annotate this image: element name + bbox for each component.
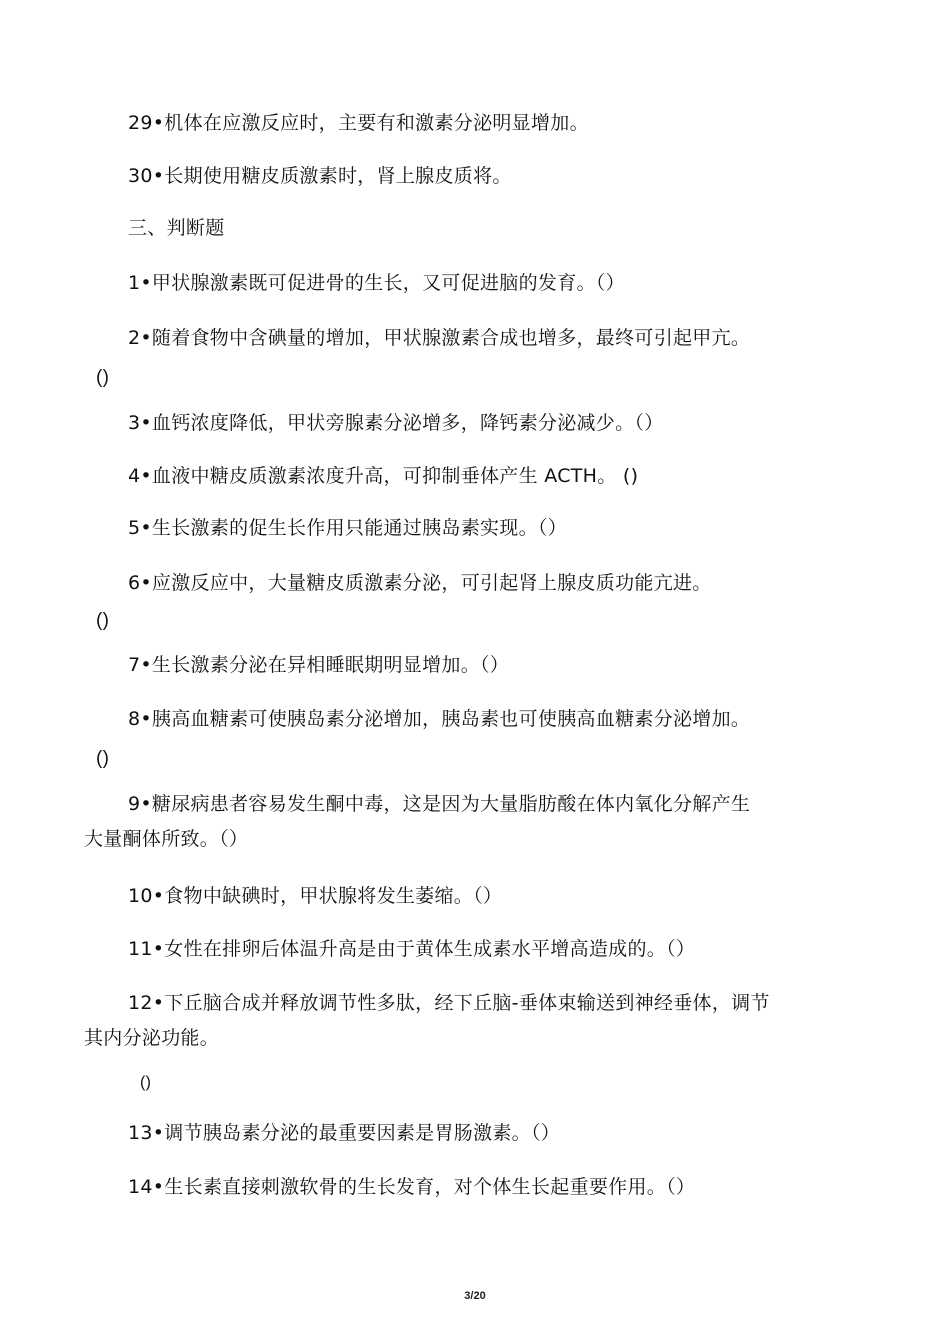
judgment-10: 10•食物中缺碘时，甲状腺将发生萎缩。（） xyxy=(128,885,503,907)
section-heading: 三、判断题 xyxy=(128,217,225,239)
judgment-13: 13•调节胰岛素分泌的最重要因素是胃肠激素。（） xyxy=(128,1122,561,1144)
judgment-7: 7•生长激素分泌在异相睡眠期明显增加。（） xyxy=(128,654,510,676)
judgment-14: 14•生长素直接刺激软骨的生长发育，对个体生长起重要作用。（） xyxy=(128,1176,696,1198)
judgment-5: 5•生长激素的促生长作用只能通过胰岛素实现。（） xyxy=(128,517,567,539)
judgment-12-continued: 其内分泌功能。 xyxy=(84,1027,220,1049)
judgment-8: 8•胰高血糖素可使胰岛素分泌增加，胰岛素也可使胰高血糖素分泌增加。 xyxy=(128,708,751,730)
question-29: 29•机体在应激反应时，主要有和激素分泌明显增加。 xyxy=(128,112,589,134)
judgment-6-paren: () xyxy=(96,610,110,631)
judgment-4: 4•血液中糖皮质激素浓度升高，可抑制垂体产生 ACTH。 () xyxy=(128,465,639,487)
judgment-1: 1•甲状腺激素既可促进骨的生长，又可促进脑的发育。（） xyxy=(128,272,625,294)
judgment-2: 2•随着食物中含碘量的增加，甲状腺激素合成也增多，最终可引起甲亢。 xyxy=(128,327,751,349)
judgment-3: 3•血钙浓度降低，甲状旁腺素分泌增多，降钙素分泌减少。（） xyxy=(128,412,664,434)
judgment-2-paren: () xyxy=(96,367,110,388)
judgment-9: 9•糖尿病患者容易发生酮中毒，这是因为大量脂肪酸在体内氧化分解产生 xyxy=(128,793,751,815)
judgment-11: 11•女性在排卵后体温升高是由于黄体生成素水平增高造成的。（） xyxy=(128,938,696,960)
page-number: 3/20 xyxy=(464,1290,486,1302)
judgment-12: 12•下丘脑合成并释放调节性多肽，经下丘脑-垂体束输送到神经垂体，调节 xyxy=(128,992,770,1014)
question-30: 30•长期使用糖皮质激素时，肾上腺皮质将。 xyxy=(128,165,512,187)
judgment-8-paren: () xyxy=(96,748,110,769)
judgment-9-continued: 大量酮体所致。（） xyxy=(84,828,249,850)
judgment-12-paren: () xyxy=(140,1074,152,1091)
judgment-6: 6•应激反应中，大量糖皮质激素分泌，可引起肾上腺皮质功能亢进。 xyxy=(128,572,712,594)
